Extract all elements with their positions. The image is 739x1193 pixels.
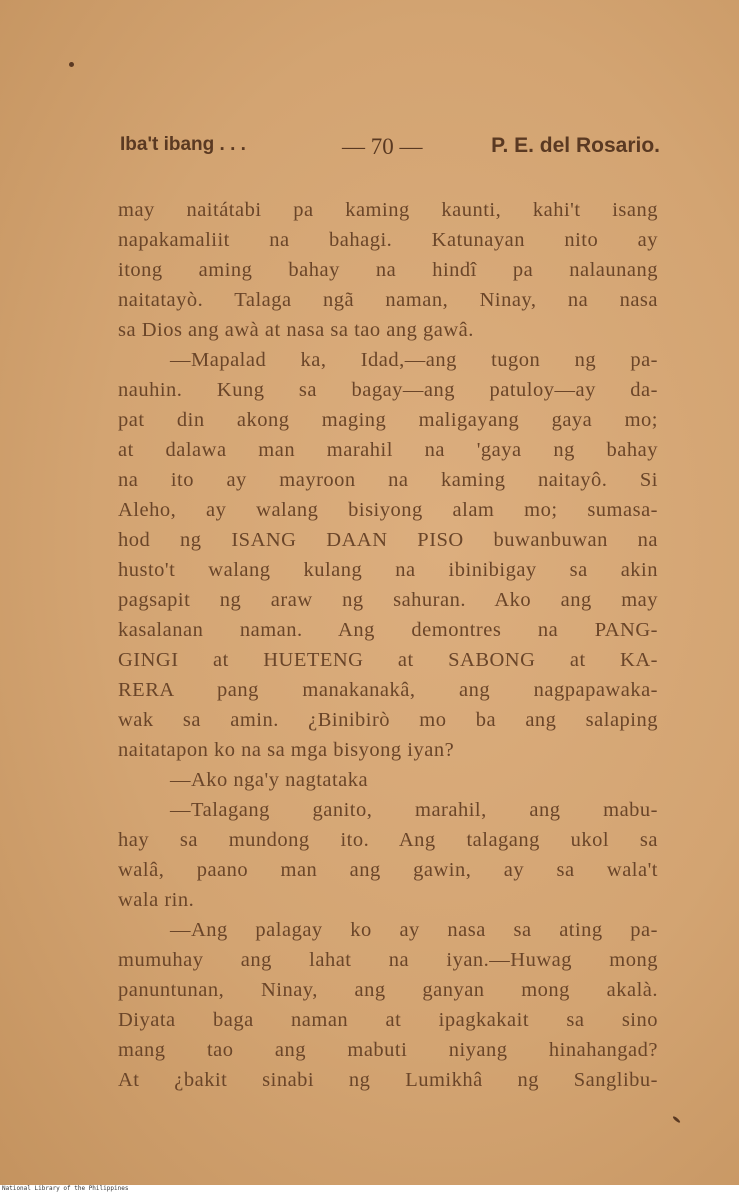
text-line: pat din akong maging maligayang gaya mo;	[118, 409, 658, 431]
text-line: sa Dios ang awà at nasa sa tao ang gawâ.	[118, 319, 474, 341]
text-line: hod ng ISANG DAAN PISO buwanbuwan na	[118, 529, 658, 551]
text-line: may naitátabi pa kaming kaunti, kahi't isang	[118, 199, 658, 221]
running-header	[120, 134, 660, 168]
text-line: mang tao ang mabuti niyang hinahangad?	[118, 1039, 658, 1061]
text-line: wak sa amin. ¿Binibirò mo ba ang salaping	[118, 709, 658, 731]
text-line: —Ang palagay ko ay nasa sa ating pa-	[170, 919, 658, 941]
text-line: —Mapalad ka, Idad,—ang tugon ng pa-	[170, 349, 658, 371]
ink-spot	[69, 62, 74, 67]
text-line: itong aming bahay na hindî pa nalaunang	[118, 259, 658, 281]
text-line: nauhin. Kung sa bagay—ang patuloy—ay da-	[118, 379, 658, 401]
text-line: RERA pang manakanakâ, ang nagpapawaka-	[118, 679, 658, 701]
text-line: wala rin.	[118, 889, 195, 911]
text-line: kasalanan naman. Ang demontres na PANG-	[118, 619, 658, 641]
text-line: napakamaliit na bahagi. Katunayan nito ay	[118, 229, 658, 251]
library-footer: National Library of the Philippines	[0, 1185, 739, 1193]
text-line: pagsapit ng araw ng sahuran. Ako ang may	[118, 589, 658, 611]
text-line: At ¿bakit sinabi ng Lumikhâ ng Sanglibu-	[118, 1069, 658, 1091]
text-line: mumuhay ang lahat na iyan.—Huwag mong	[118, 949, 658, 971]
book-title-header: Iba't ibang . . .	[120, 134, 246, 155]
text-line: —Ako nga'y nagtataka	[170, 769, 369, 791]
author-header: P. E. del Rosario.	[491, 134, 660, 157]
text-line: naitatayò. Talaga ngã naman, Ninay, na nasa	[118, 289, 658, 311]
ink-mark	[672, 1115, 681, 1123]
text-line: Diyata baga naman at ipagkakait sa sino	[118, 1009, 658, 1031]
text-line: walâ, paano man ang gawin, ay sa wala't	[118, 859, 658, 881]
text-line: hay sa mundong ito. Ang talagang ukol sa	[118, 829, 658, 851]
text-line: Aleho, ay walang bisiyong alam mo; sumasa-	[118, 499, 658, 521]
text-line: na ito ay mayroon na kaming naitayô. Si	[118, 469, 658, 491]
body-text	[118, 195, 658, 1095]
text-line: GINGI at HUETENG at SABONG at KA-	[118, 649, 658, 671]
text-line: panuntunan, Ninay, ang ganyan mong akalà.	[118, 979, 658, 1001]
text-line: husto't walang kulang na ibinibigay sa akin	[118, 559, 658, 581]
text-line: at dalawa man marahil na 'gaya ng bahay	[118, 439, 658, 461]
text-line: naitatapon ko na sa mga bisyong iyan?	[118, 739, 455, 761]
page-number: — 70 —	[342, 134, 423, 159]
text-line: —Talagang ganito, marahil, ang mabu-	[170, 799, 658, 821]
